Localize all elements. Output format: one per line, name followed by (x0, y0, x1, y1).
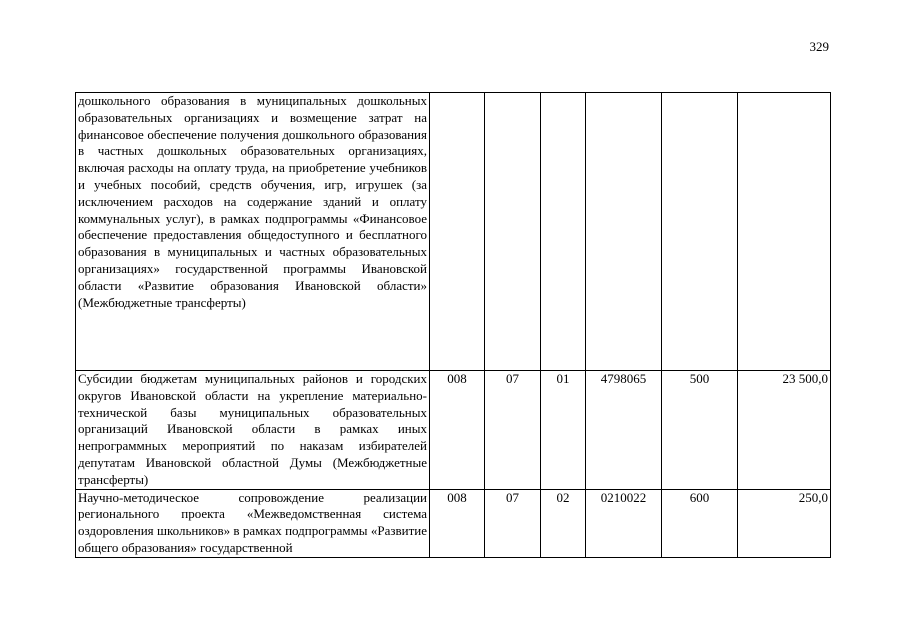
row-subsection (541, 93, 586, 371)
row-name: Научно-методическое сопровождение реализации регионального проекта «Межведомственная система оздоровления школьников» в рамках подпрограммы «Развитие общего образования» государственной (76, 489, 430, 557)
row-amount: 23 500,0 (738, 371, 831, 490)
row-target (586, 93, 662, 371)
row-subsection: 02 (541, 489, 586, 557)
page-number: 329 (809, 39, 829, 54)
row-ministry (430, 93, 485, 371)
row-amount (738, 93, 831, 371)
row-target: 0210022 (586, 489, 662, 557)
row-name: Субсидии бюджетам муниципальных районов и городских округов Ивановской области на укрепление материально-технической базы муниципальных образовательных организаций Ивановской области в рамках иных непрограммных мероприятий по наказам избирателей депутатам Ивановской областной Думы (Межбюджетные трансферты) (76, 371, 430, 490)
row-name: дошкольного образования в муниципальных дошкольных образовательных организациях и возмещение затрат на финансовое обеспечение получения дошкольного образования в частных дошкольных образовательных организациях, включая расходы на оплату труда, на приобретение учебников и учебных пособий, средств обучения, игр, игрушек (за исключением расходов на содержание зданий и оплату коммунальных услуг), в рамках подпрограммы «Финансовое обеспечение предоставления общедоступного и бесплатного образования в муниципальных и частных образовательных организациях» государственной программы Ивановской области «Развитие образования Ивановской области» (Межбюджетные трансферты) (76, 93, 430, 371)
row-section: 07 (485, 489, 541, 557)
table-row (76, 93, 831, 371)
row-subsection: 01 (541, 371, 586, 490)
row-ministry: 008 (430, 371, 485, 490)
row-amount: 250,0 (738, 489, 831, 557)
table-row (76, 489, 831, 557)
row-expense-type: 500 (662, 371, 738, 490)
row-expense-type (662, 93, 738, 371)
table-row (76, 371, 831, 490)
budget-table (75, 92, 831, 558)
row-section (485, 93, 541, 371)
row-target: 4798065 (586, 371, 662, 490)
row-section: 07 (485, 371, 541, 490)
row-expense-type: 600 (662, 489, 738, 557)
row-ministry: 008 (430, 489, 485, 557)
